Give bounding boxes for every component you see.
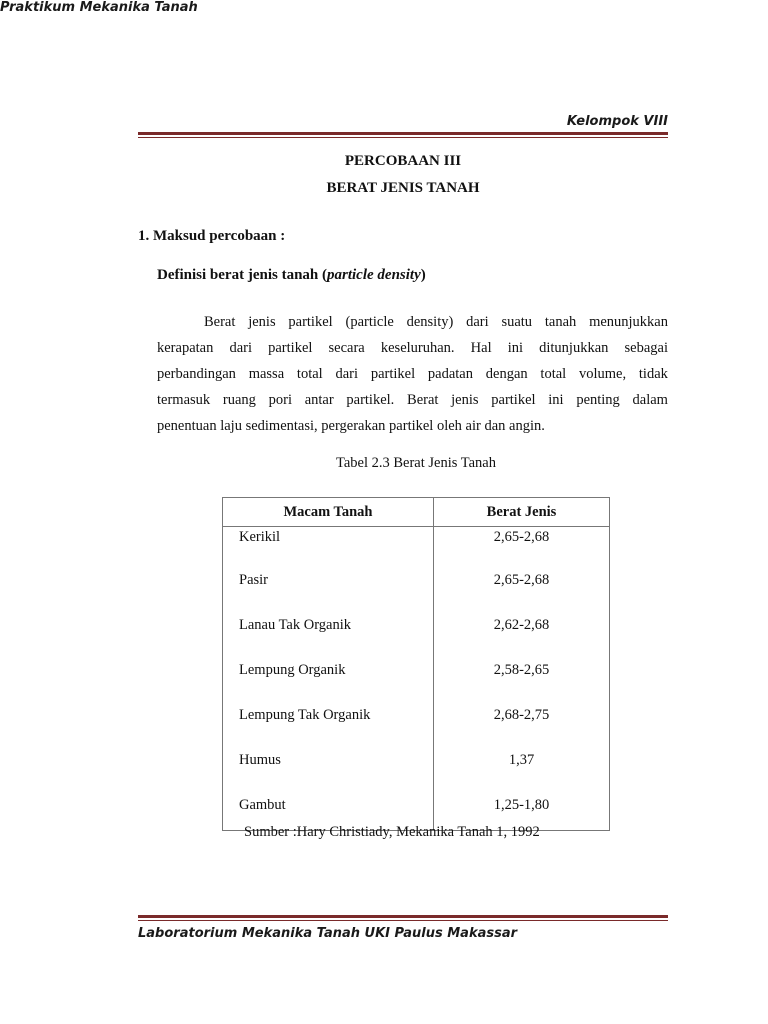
soil-type-cell: Humus (223, 750, 434, 795)
soil-type-cell: Kerikil (223, 527, 434, 571)
density-value-cell: 2,62-2,68 (434, 615, 610, 660)
table-row (223, 705, 610, 750)
subheading-suffix: ) (420, 267, 426, 283)
paragraph-word: pori (268, 392, 292, 408)
paragraph-line (157, 309, 668, 335)
paragraph-word: partikel (288, 314, 333, 330)
paragraph-word: Berat (204, 314, 236, 330)
footer-rule-thick (138, 915, 668, 918)
header-rule-thin (138, 137, 668, 138)
soil-type-cell: Lanau Tak Organik (223, 615, 434, 660)
header-rule-thick (138, 132, 668, 135)
experiment-name-title: BERAT JENIS TANAH (326, 180, 480, 196)
body-paragraph (157, 309, 668, 439)
paragraph-word: termasuk (157, 392, 211, 408)
experiment-number-title: PERCOBAAN III (344, 153, 462, 169)
paragraph-word: Hal (470, 340, 492, 356)
table-body (223, 527, 610, 831)
soil-type-cell: Gambut (223, 795, 434, 831)
paragraph-line (157, 335, 668, 361)
paragraph-word: partikel (370, 366, 416, 382)
paragraph-word: ini (507, 340, 524, 356)
table-header-row (223, 498, 610, 527)
paragraph-word: suatu (501, 314, 533, 330)
table-source: Sumber :Hary Christiady, Mekanika Tanah 1, 1992 (244, 824, 540, 840)
paragraph-word: partikel (268, 340, 313, 356)
running-header-left: Praktikum Mekanika Tanah (0, 0, 198, 15)
subheading-italic: particle density (327, 267, 421, 283)
density-value-cell: 2,68-2,75 (434, 705, 610, 750)
paragraph-word: sebagai (624, 340, 668, 356)
density-value-cell: 2,58-2,65 (434, 660, 610, 705)
paragraph-word: dari (466, 314, 489, 330)
paragraph-word: partikel (491, 392, 536, 408)
footer-rule-thin (138, 920, 668, 921)
paragraph-word: ditunjukkan (539, 340, 609, 356)
paragraph-line (157, 387, 668, 413)
table-row (223, 570, 610, 615)
table-row (223, 750, 610, 795)
table-row (223, 527, 610, 571)
paragraph-word: Berat (407, 392, 439, 408)
column-header-density: Berat Jenis (434, 498, 610, 527)
paragraph-word: perbandingan (157, 366, 236, 382)
subsection-heading (157, 267, 426, 284)
density-value-cell: 2,65-2,68 (434, 570, 610, 615)
paragraph-word: dengan (485, 366, 528, 382)
paragraph-word: dari (335, 366, 359, 382)
subheading-prefix: Definisi berat jenis tanah ( (157, 267, 327, 283)
paragraph-word: ini (548, 392, 564, 408)
soil-type-cell: Lempung Tak Organik (223, 705, 434, 750)
density-value-cell: 1,37 (434, 750, 610, 795)
paragraph-word: penting (576, 392, 620, 408)
paragraph-word: total (296, 366, 323, 382)
section-heading: 1. Maksud percobaan : (138, 228, 286, 244)
paragraph-word: keseluruhan. (380, 340, 455, 356)
paragraph-word: secara (328, 340, 365, 356)
paragraph-word: massa (248, 366, 285, 382)
paragraph-word: volume, (578, 366, 627, 382)
paragraph-word: kerapatan (157, 340, 214, 356)
paragraph-word: penentuan laju sedimentasi, pergerakan partikel oleh air dan angin. (157, 418, 545, 434)
running-footer: Laboratorium Mekanika Tanah UKI Paulus Makassar (138, 926, 518, 941)
paragraph-word: dalam (632, 392, 668, 408)
table-row (223, 660, 610, 705)
running-header-right: Kelompok VIII (566, 114, 668, 129)
paragraph-word: partikel. (346, 392, 395, 408)
paragraph-line (157, 361, 668, 387)
paragraph-word: jenis (451, 392, 479, 408)
paragraph-word: total (540, 366, 567, 382)
particle-density-table (222, 497, 610, 831)
paragraph-word: padatan (427, 366, 473, 382)
density-value-cell: 2,65-2,68 (434, 527, 610, 571)
paragraph-word: dari (229, 340, 253, 356)
column-header-soil-type: Macam Tanah (223, 498, 434, 527)
table-row (223, 615, 610, 660)
paragraph-word: antar (304, 392, 334, 408)
paragraph-word: tanah (544, 314, 577, 330)
paragraph-word: menunjukkan (589, 314, 668, 330)
paragraph-word: jenis (248, 314, 276, 330)
paragraph-line (157, 413, 668, 439)
density-value-cell: 1,25-1,80 (434, 795, 610, 831)
paragraph-word: density) (406, 314, 454, 330)
table-caption: Tabel 2.3 Berat Jenis Tanah (336, 455, 496, 471)
paragraph-word: ruang (222, 392, 256, 408)
soil-type-cell: Lempung Organik (223, 660, 434, 705)
soil-type-cell: Pasir (223, 570, 434, 615)
paragraph-word: tidak (638, 366, 668, 382)
paragraph-word: (particle (345, 314, 394, 330)
